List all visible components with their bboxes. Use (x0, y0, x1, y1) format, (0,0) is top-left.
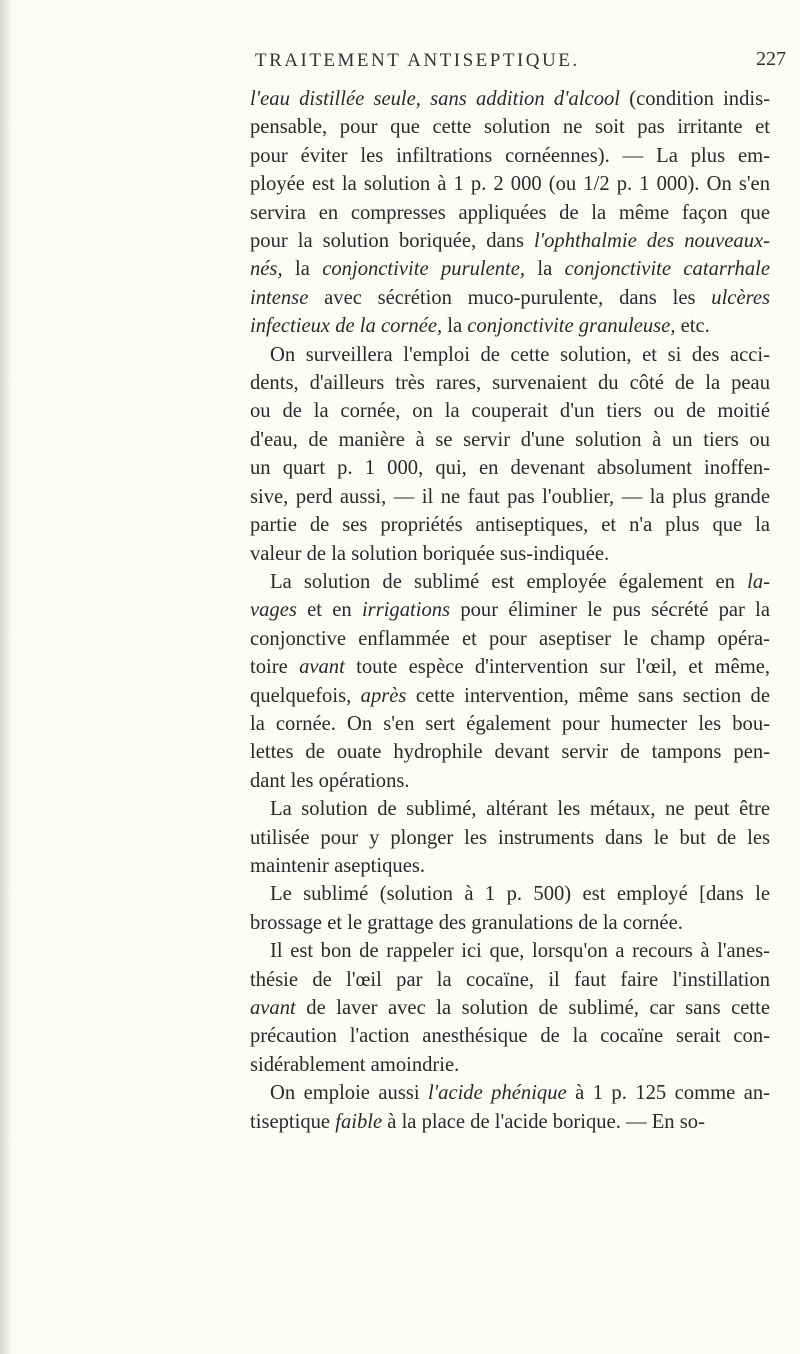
italic-run: ulcères (711, 286, 770, 309)
italic-run: vages (250, 599, 297, 622)
text-line (250, 596, 770, 624)
text-run: Il est bon de rappeler ici que, lorsqu'on a recours à l'anes- (270, 940, 770, 963)
text-line (250, 113, 770, 141)
text-line (250, 795, 770, 823)
text-run: à 1 p. 125 comme an- (566, 1082, 770, 1105)
text-run: de laver avec la solution de sublimé, car sans cette (295, 997, 770, 1019)
text-line (250, 880, 770, 908)
text-line (250, 682, 770, 710)
text-line (250, 937, 770, 965)
paragraph (250, 85, 770, 341)
text-run: On emploie aussi (270, 1082, 429, 1105)
italic-run: conjonctivite purulente, (322, 258, 526, 281)
text-run: pour la solution boriquée, dans (250, 230, 534, 253)
body-text (250, 85, 770, 1136)
italic-run: conjonctivite granuleuse, (467, 315, 676, 338)
italic-run: conjonctivite catarrhale (564, 258, 770, 281)
text-run: avec sécrétion muco-purulente, dans les (308, 286, 712, 309)
text-run: lettes de ouate hydrophile devant servir de tampons pen- (250, 741, 770, 764)
text-line (250, 710, 770, 738)
text-line (250, 767, 770, 795)
text-line (250, 1051, 770, 1079)
text-line (250, 369, 770, 397)
text-run: dents, d'ailleurs très rares, survenaient du côté de la peau (250, 372, 770, 395)
text-run: partie de ses propriétés antiseptiques, et n'a plus que la (250, 514, 770, 537)
italic-run: l'acide phénique (428, 1082, 567, 1105)
running-header: TRAITEMENT ANTISEPTIQUE. (255, 50, 580, 71)
text-run: (condition indis- (620, 88, 770, 110)
text-run: la cornée. On s'en sert également pour humecter les bou- (250, 712, 770, 735)
text-line (250, 397, 770, 425)
text-run: et en (296, 599, 362, 622)
text-line (250, 625, 770, 653)
paragraph (250, 341, 770, 568)
text-run: sive, perd aussi, — il ne faut pas l'oublier, — la plus grande (250, 485, 770, 508)
italic-run: faible (335, 1110, 383, 1133)
text-run: ou de la cornée, on la couperait d'un tiers ou de moitié (250, 400, 770, 423)
text-line (250, 255, 770, 283)
text-run: un quart p. 1 000, qui, en devenant absolument inoffen- (250, 457, 770, 480)
text-line (250, 227, 770, 255)
text-line (250, 1022, 770, 1050)
text-line (250, 653, 770, 681)
text-line (250, 85, 770, 113)
text-run: pensable, pour que cette solution ne soit pas irritante et (250, 116, 770, 139)
text-run: la (282, 258, 323, 281)
text-run: valeur de la solution boriquée sus-indiquée. (250, 542, 610, 565)
text-line (250, 170, 770, 198)
text-line (250, 511, 770, 539)
italic-run: irrigations (361, 599, 451, 622)
italic-run: intense (250, 286, 309, 309)
paragraph (250, 880, 770, 937)
text-run: à la place de l'acide borique. — En so- (382, 1110, 705, 1133)
text-run: d'eau, de manière à se servir d'une solution à un tiers ou (250, 428, 770, 451)
text-run: brossage et le grattage des granulations de la cornée. (250, 911, 683, 934)
text-line (250, 1108, 770, 1136)
text-line (250, 454, 770, 482)
italic-run: nés, (250, 258, 283, 281)
text-run: quelquefois, (250, 684, 361, 707)
text-run: sidérablement amoindrie. (250, 1053, 460, 1076)
italic-run: avant (250, 997, 296, 1019)
text-line (250, 142, 770, 170)
text-run: On surveillera l'emploi de cette solution, et si des acci- (270, 343, 770, 366)
text-run: la (442, 315, 468, 338)
text-run: tiseptique (250, 1110, 336, 1133)
text-run: toute espèce d'intervention sur l'œil, et même, (344, 656, 771, 679)
text-run: pour éviter les infiltrations cornéennes). — La plus em- (250, 144, 770, 167)
text-line (250, 852, 770, 880)
text-run: précaution l'action anesthésique de la cocaïne serait con- (250, 1025, 770, 1048)
text-line (250, 540, 770, 568)
italic-run: l'ophthalmie des nouveaux- (533, 230, 770, 253)
text-run: etc. (675, 315, 710, 338)
paragraph (250, 1079, 770, 1136)
paragraph (250, 568, 770, 795)
text-run: maintenir aseptiques. (250, 854, 425, 877)
text-line (250, 824, 770, 852)
paragraph (250, 937, 770, 1079)
text-line (250, 426, 770, 454)
text-line (250, 909, 770, 937)
text-run: ployée est la solution à 1 p. 2 000 (ou 1/2 p. 1 000). On s'en (250, 173, 770, 196)
italic-run: l'eau distillée seule, sans addition d'alcool (250, 88, 621, 110)
italic-run: avant (299, 656, 345, 679)
text-line (250, 994, 770, 1022)
page-number: 227 (756, 48, 786, 70)
text-run: La solution de sublimé est employée également en (270, 570, 748, 593)
italic-run: après (360, 684, 407, 707)
text-line (250, 312, 770, 340)
text-line (250, 483, 770, 511)
text-run: cette intervention, même sans section de (406, 684, 770, 707)
text-run: Le sublimé (solution à 1 p. 500) est employé [dans le (270, 883, 770, 906)
text-line (250, 1079, 770, 1107)
paragraph (250, 795, 770, 880)
page-gutter-shadow (0, 0, 12, 1354)
text-run: dant les opérations. (250, 769, 410, 792)
text-line (250, 738, 770, 766)
text-line (250, 966, 770, 994)
text-run: thésie de l'œil par la cocaïne, il faut faire l'instillation (250, 968, 770, 991)
text-run: toire (250, 656, 300, 679)
italic-run: infectieux de la cornée, (250, 315, 443, 338)
text-run: La solution de sublimé, altérant les métaux, ne peut être (270, 798, 770, 821)
text-run: la (525, 258, 565, 281)
text-run: servira en compresses appliquées de la même façon que (250, 201, 770, 224)
italic-run: la- (747, 570, 770, 593)
text-run: pour éliminer le pus sécrété par la (450, 599, 770, 622)
text-line (250, 199, 770, 227)
text-line (250, 341, 770, 369)
text-run: utilisée pour y plonger les instruments dans le but de les (250, 826, 770, 849)
text-line (250, 568, 770, 596)
text-line (250, 284, 770, 312)
text-run: conjonctive enflammée et pour aseptiser le champ opéra- (250, 627, 770, 650)
